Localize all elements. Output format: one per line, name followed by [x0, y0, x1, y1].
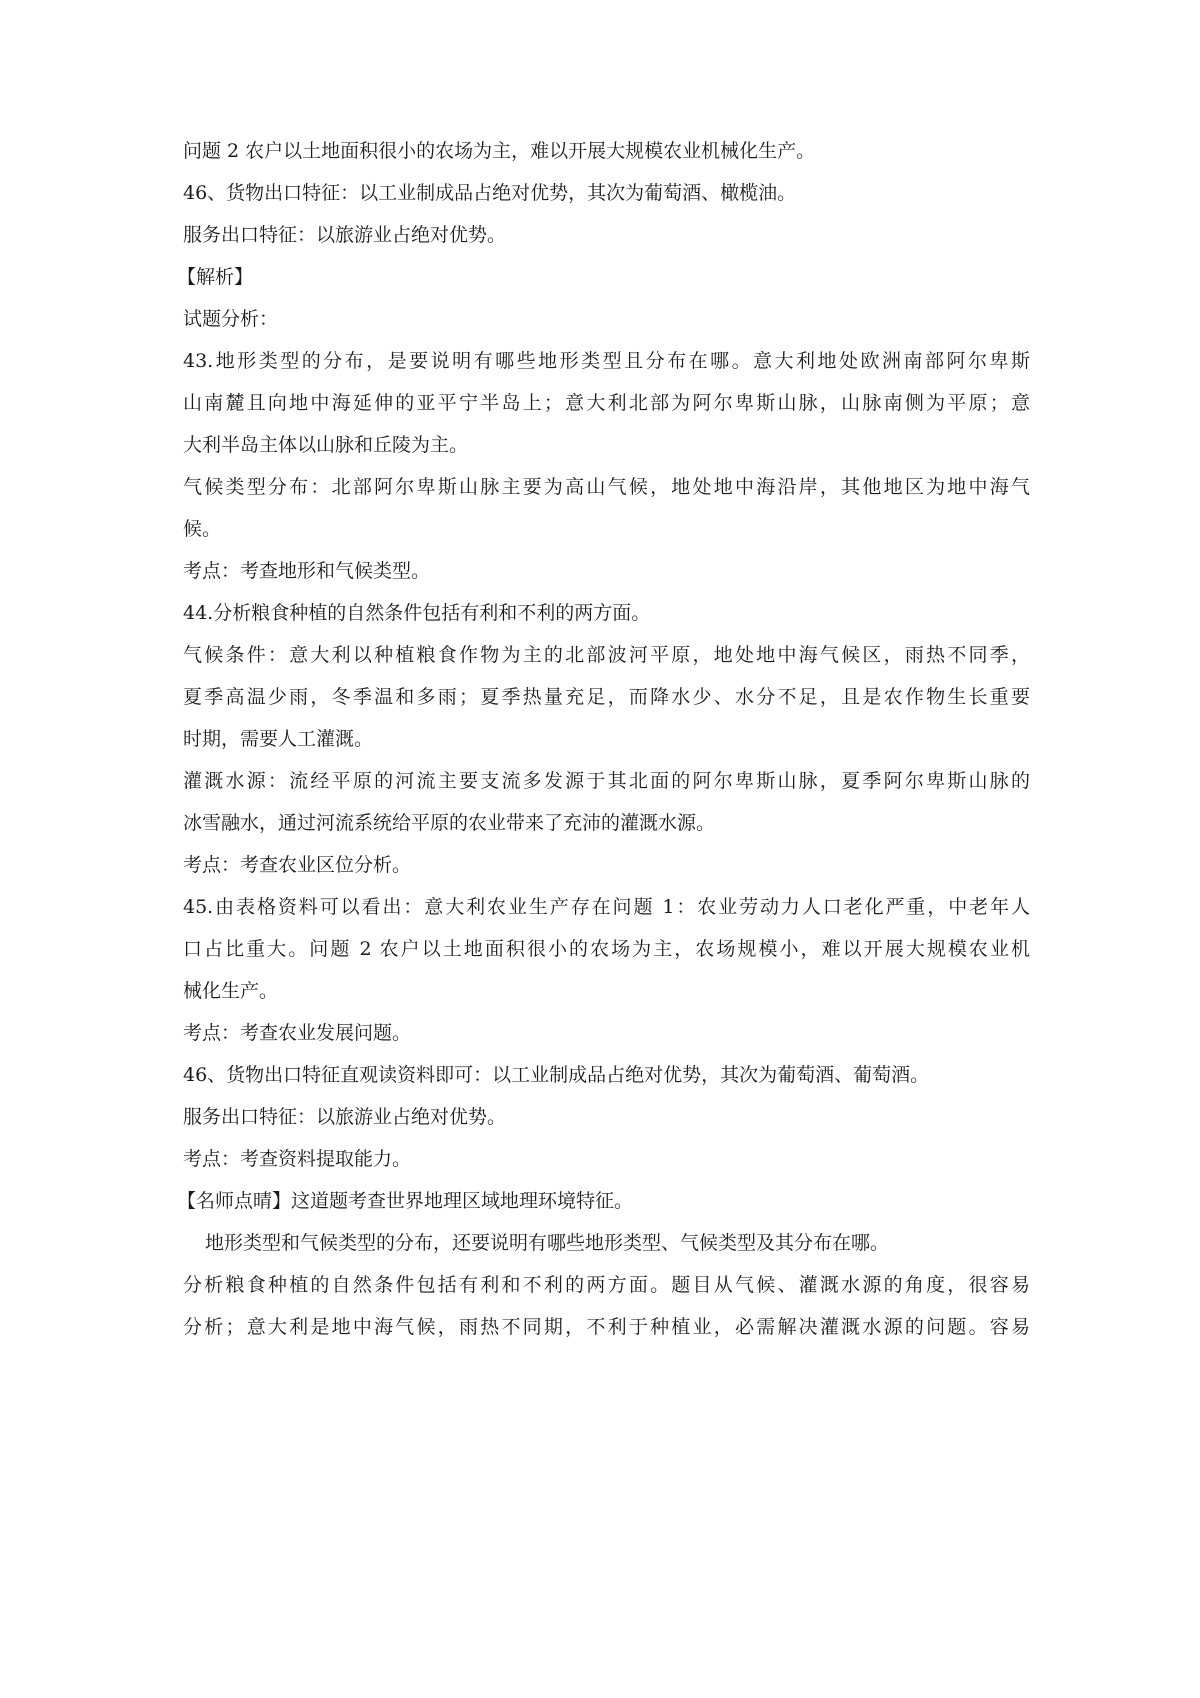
q43-keypoint: 考点：考查地形和气候类型。: [183, 560, 431, 582]
teacher-comment-line-1: 地形类型和气候类型的分布，还要说明有哪些地形类型、气候类型及其分布在哪。: [205, 1232, 890, 1254]
q44-line-1: 44.分析粮食种植的自然条件包括有利和不利的两方面。: [183, 602, 651, 624]
q46-line-1: 46、货物出口特征直观读资料即可：以工业制成品占绝对优势，其次为葡萄酒、葡萄酒。: [183, 1064, 930, 1086]
q43-climate-line-1: 气候类型分布：北部阿尔卑斯山脉主要为高山气候，地处地中海沿岸，其他地区为地中海气: [183, 476, 1030, 498]
answer-line-1: 问题 2 农户以土地面积很小的农场为主，难以开展大规模农业机械化生产。: [183, 140, 816, 162]
q43-line-1: 43.地形类型的分布，是要说明有哪些地形类型且分布在哪。意大利地处欧洲南部阿尔卑斯: [183, 350, 1030, 372]
teacher-comment-line-3: 分析；意大利是地中海气候，雨热不同期，不利于种植业，必需解决灌溉水源的问题。容易: [183, 1316, 1030, 1338]
q46-keypoint: 考点：考查资料提取能力。: [183, 1148, 412, 1170]
q45-keypoint: 考点：考查农业发展问题。: [183, 1022, 412, 1044]
q44-water-line-2: 冰雪融水，通过河流系统给平原的农业带来了充沛的灌溉水源。: [183, 812, 716, 834]
q44-keypoint: 考点：考查农业区位分析。: [183, 854, 412, 876]
q44-water-line-1: 灌溉水源：流经平原的河流主要支流多发源于其北面的阿尔卑斯山脉，夏季阿尔卑斯山脉的: [183, 770, 1030, 792]
q45-line-3: 械化生产。: [183, 980, 279, 1002]
analysis-subheading: 试题分析：: [183, 308, 279, 330]
q44-climate-line-2: 夏季高温少雨，冬季温和多雨；夏季热量充足，而降水少、水分不足，且是农作物生长重要: [183, 686, 1030, 708]
q46-line-2: 服务出口特征：以旅游业占绝对优势。: [183, 1106, 507, 1128]
q43-climate-line-2: 候。: [183, 518, 222, 540]
answer-line-2: 46、货物出口特征：以工业制成品占绝对优势，其次为葡萄酒、橄榄油。: [183, 182, 797, 204]
teacher-comment-line-2: 分析粮食种植的自然条件包括有利和不利的两方面。题目从气候、灌溉水源的角度，很容易: [183, 1274, 1030, 1296]
answer-line-3: 服务出口特征：以旅游业占绝对优势。: [183, 224, 507, 246]
q43-line-2: 山南麓且向地中海延伸的亚平宁半岛上；意大利北部为阿尔卑斯山脉，山脉南侧为平原；意: [183, 392, 1030, 414]
q45-line-2: 口占比重大。问题 2 农户以土地面积很小的农场为主，农场规模小，难以开展大规模农业机: [183, 938, 1030, 960]
q45-line-1: 45.由表格资料可以看出：意大利农业生产存在问题 1：农业劳动力人口老化严重，中老年人: [183, 896, 1030, 918]
document-body: [177, 130, 1030, 1348]
q43-line-3: 大利半岛主体以山脉和丘陵为主。: [183, 434, 469, 456]
teacher-comment-heading: 【名师点晴】这道题考查世界地理区域地理环境特征。: [177, 1190, 634, 1212]
q44-climate-line-3: 时期，需要人工灌溉。: [183, 728, 374, 750]
analysis-heading: 【解析】: [177, 266, 254, 288]
q44-climate-line-1: 气候条件：意大利以种植粮食作物为主的北部波河平原，地处地中海气候区，雨热不同季，: [183, 644, 1030, 666]
